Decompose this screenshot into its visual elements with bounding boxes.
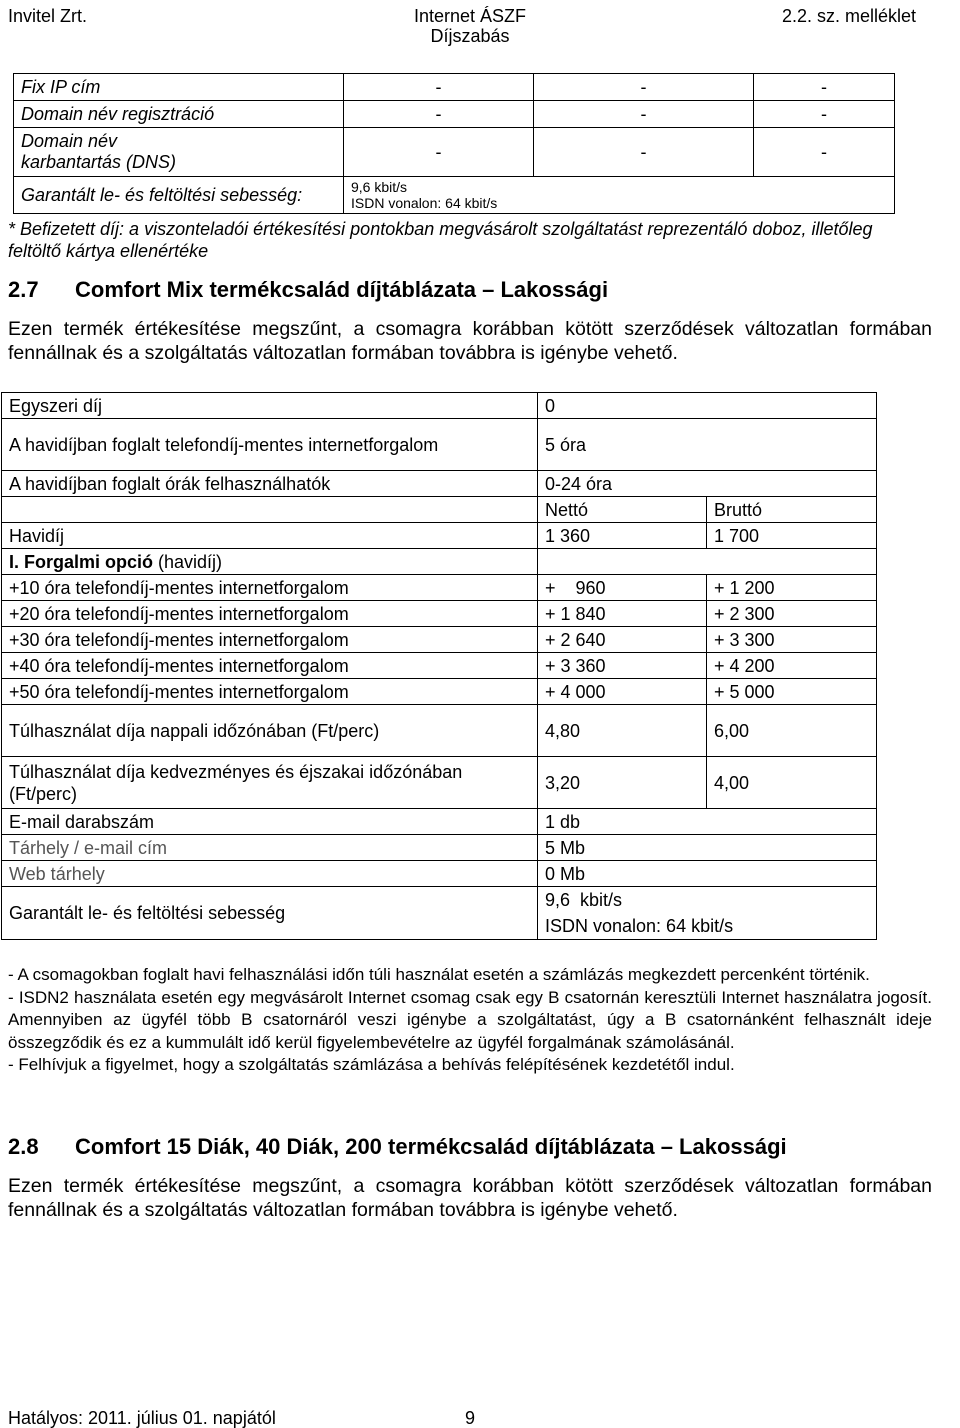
cell-value: 0 Mb <box>538 861 877 887</box>
cell-net: + 2 640 <box>538 627 707 653</box>
option-heading <box>2 549 538 575</box>
speed-value <box>344 177 895 214</box>
cell-value: - <box>344 101 534 128</box>
section-heading-2-7 <box>8 277 608 303</box>
cell-gross: + 4 200 <box>707 653 877 679</box>
cell-net: + 3 360 <box>538 653 707 679</box>
option-label: +20 óra telefondíj-mentes internetforgalom <box>2 601 538 627</box>
cell-value: 5 Mb <box>538 835 877 861</box>
row-label: Web tárhely <box>2 861 538 887</box>
option-heading-rest: (havidíj) <box>153 551 223 572</box>
row-label: A havidíjban foglalt telefondíj-mentes internetforgalom <box>2 419 538 471</box>
section-paragraph: Ezen termék értékesítése megszűnt, a csomagra korábban kötött szerződések változatlan formában fennállnak és a szolgáltatás változatlan formában továbbra is igénybe vehető. <box>8 318 932 364</box>
speed-line: 9,6 kbit/s <box>545 890 623 910</box>
table-row <box>2 757 877 809</box>
section-title: Comfort 15 Diák, 40 Diák, 200 termékcsalád díjtáblázata – Lakossági <box>75 1134 787 1159</box>
row-label: Garantált le- és feltöltési sebesség <box>2 887 538 940</box>
comfort-mix-fee-table <box>1 392 877 940</box>
table-row <box>14 74 895 101</box>
cell-value: - <box>754 74 895 101</box>
cell-gross: 6,00 <box>707 705 877 757</box>
option-label: +10 óra telefondíj-mentes internetforgalom <box>2 575 538 601</box>
cell-net: + 960 <box>538 575 707 601</box>
note-item: - Felhívjuk a figyelmet, hogy a szolgáltatás számlázása a behívás felépítésének kezdetétől indul. <box>8 1055 735 1074</box>
option-label: +50 óra telefondíj-mentes internetforgalom <box>2 679 538 705</box>
cell-value: - <box>534 101 754 128</box>
table-row <box>14 101 895 128</box>
header-title-line: Internet ÁSZF <box>413 6 527 26</box>
cell-value: 0 <box>538 393 877 419</box>
table-row <box>2 861 877 887</box>
header-subtitle-line: Díjszabás <box>430 26 510 46</box>
cell-net: + 4 000 <box>538 679 707 705</box>
cell-value: 1 db <box>538 809 877 835</box>
section-paragraph: Ezen termék értékesítése megszűnt, a csomagra korábban kötött szerződések változatlan formában fennállnak és a szolgáltatás változatlan formában továbbra is igénybe vehető. <box>8 1175 932 1221</box>
row-label: A havidíjban foglalt órák felhasználhatók <box>2 471 538 497</box>
row-label-line: karbantartás (DNS) <box>21 152 177 172</box>
cell-value: - <box>754 101 895 128</box>
table-row <box>2 393 877 419</box>
cell-net: 1 360 <box>538 523 707 549</box>
footer-effective-date: Hatályos: 2011. július 01. napjától <box>8 1408 276 1428</box>
header-annex: 2.2. sz. melléklet <box>782 6 917 26</box>
row-label: Havidíj <box>2 523 538 549</box>
table-row <box>14 177 895 214</box>
cell-net: + 1 840 <box>538 601 707 627</box>
cell-gross: + 5 000 <box>707 679 877 705</box>
cell-value: 0-24 óra <box>538 471 877 497</box>
speed-line: 9,6 kbit/s <box>351 179 408 195</box>
cell-value: - <box>344 128 534 177</box>
cell-gross: 1 700 <box>707 523 877 549</box>
cell-value <box>538 887 877 940</box>
section-title: Comfort Mix termékcsalád díjtáblázata – Lakossági <box>75 277 609 302</box>
option-label: +40 óra telefondíj-mentes internetforgalom <box>2 653 538 679</box>
cell-gross: + 3 300 <box>707 627 877 653</box>
table-row <box>2 601 877 627</box>
column-header-net: Nettó <box>538 497 707 523</box>
cell-net: 4,80 <box>538 705 707 757</box>
cell-value: - <box>534 74 754 101</box>
cell-value: - <box>754 128 895 177</box>
row-label: Túlhasználat díja nappali időzónában (Ft/perc) <box>2 705 538 757</box>
table-row <box>2 497 877 523</box>
header-doc-title <box>400 6 540 46</box>
note-item: - A csomagokban foglalt havi felhasználási időn túli használat esetén a számlázás megkezdett percenként történik. <box>8 965 870 984</box>
cell-value: - <box>344 74 534 101</box>
speed-line: ISDN vonalon: 64 kbit/s <box>351 195 498 211</box>
row-label <box>14 128 344 177</box>
cell-value: 5 óra <box>538 419 877 471</box>
section-number: 2.8 <box>8 1134 39 1159</box>
row-label: Tárhely / e-mail cím <box>2 835 538 861</box>
footnote: * Befizetett díj: a viszonteladói értékesítési pontokban megvásárolt szolgáltatást reprezentáló doboz, illetőleg feltöltő kártya ellenértéke <box>8 219 873 261</box>
header-company: Invitel Zrt. <box>8 6 88 26</box>
empty-cell <box>2 497 538 523</box>
notes-block <box>8 964 932 1077</box>
row-label: Egyszeri díj <box>2 393 538 419</box>
table-row <box>2 887 877 940</box>
table-row <box>2 419 877 471</box>
row-label: Domain név regisztráció <box>14 101 344 128</box>
table-row <box>2 809 877 835</box>
cell-gross: + 1 200 <box>707 575 877 601</box>
footer-page-number: 9 <box>465 1408 476 1428</box>
cell-net: 3,20 <box>538 757 707 809</box>
table-row <box>2 653 877 679</box>
table-row <box>2 549 877 575</box>
row-label: Túlhasználat díja kedvezményes és éjszakai időzónában (Ft/perc) <box>2 757 538 809</box>
section-heading-2-8 <box>8 1134 787 1160</box>
table-row <box>2 575 877 601</box>
table-row <box>2 627 877 653</box>
top-services-table <box>13 73 895 214</box>
table-row <box>14 128 895 177</box>
option-label: +30 óra telefondíj-mentes internetforgalom <box>2 627 538 653</box>
table-row <box>2 523 877 549</box>
row-label: E-mail darabszám <box>2 809 538 835</box>
option-heading-bold: I. Forgalmi opció <box>9 551 154 572</box>
table-row <box>2 705 877 757</box>
table-row <box>2 835 877 861</box>
table-row <box>2 471 877 497</box>
section-number: 2.7 <box>8 277 39 302</box>
row-label: Fix IP cím <box>14 74 344 101</box>
speed-label: Garantált le- és feltöltési sebesség: <box>14 177 344 214</box>
cell-gross: 4,00 <box>707 757 877 809</box>
empty-cell <box>538 549 877 575</box>
column-header-gross: Bruttó <box>707 497 877 523</box>
row-label-line: Domain név <box>21 131 118 151</box>
speed-line: ISDN vonalon: 64 kbit/s <box>545 916 734 936</box>
table-row <box>2 679 877 705</box>
cell-value: - <box>534 128 754 177</box>
note-item: - ISDN2 használata esetén egy megvásárolt Internet csomag csak egy B csatornán keresztüli Internet használatra jogosít. Amennyiben az ügyfél több B csatornáról veszi igénybe a szolgáltatást, úgy a B csatornánként felhasznált ideje összegződik és ez a kummulált idő kerül figyelembevételre az ügyfél forgalmának számolásánál. <box>8 987 932 1052</box>
cell-gross: + 2 300 <box>707 601 877 627</box>
